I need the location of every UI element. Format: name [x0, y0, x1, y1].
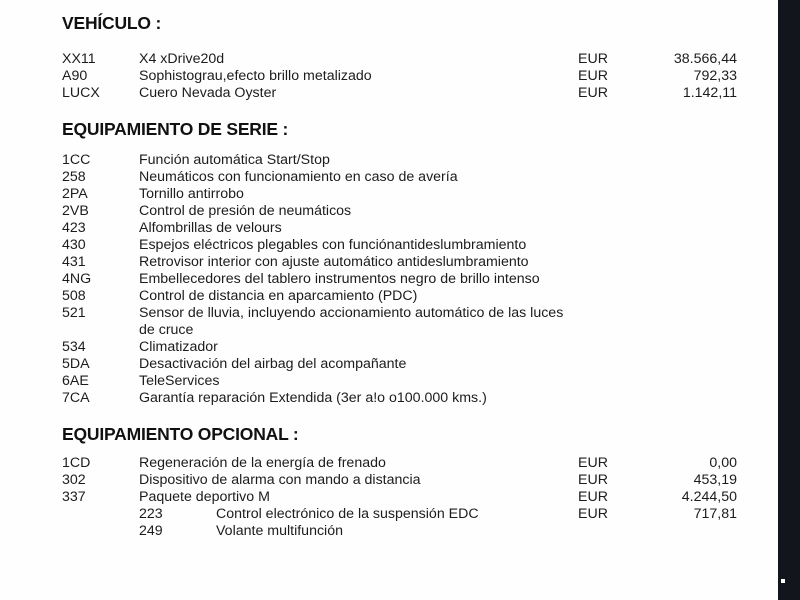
subitem-code: 249 — [139, 523, 163, 539]
standard-equipment-row — [0, 203, 778, 220]
item-code: 521 — [62, 305, 86, 321]
item-code: 1CC — [62, 152, 91, 168]
item-code: A90 — [62, 68, 88, 84]
subitem-code: 223 — [139, 506, 163, 522]
optional-equipment-subrow — [0, 506, 778, 523]
item-code: 258 — [62, 169, 86, 185]
subitem-currency: EUR — [578, 506, 608, 522]
standard-equipment-row — [0, 356, 778, 373]
standard-equipment-row — [0, 220, 778, 237]
standard-equipment-row — [0, 305, 778, 339]
section-title-standard-equipment: EQUIPAMIENTO DE SERIE : — [62, 119, 289, 139]
item-currency: EUR — [578, 455, 608, 471]
standard-equipment-row — [0, 373, 778, 390]
item-description: Desactivación del airbag del acompañante — [139, 356, 407, 372]
side-bar — [778, 0, 800, 600]
item-description: Control de presión de neumáticos — [139, 203, 352, 219]
item-code: 6AE — [62, 373, 89, 389]
item-currency: EUR — [578, 85, 608, 101]
standard-equipment-row — [0, 152, 778, 169]
item-currency: EUR — [578, 489, 608, 505]
optional-equipment-row — [0, 472, 778, 489]
section-title-optional-equipment: EQUIPAMIENTO OPCIONAL : — [62, 424, 299, 444]
item-description: Sophistograu,efecto brillo metalizado — [139, 68, 372, 84]
vehicle-row — [0, 68, 778, 85]
item-code: 7CA — [62, 390, 90, 406]
optional-equipment-row — [0, 489, 778, 506]
item-description: Control de distancia en aparcamiento (PDC) — [139, 288, 418, 304]
item-currency: EUR — [578, 68, 608, 84]
subitem-amount: 717,81 — [693, 506, 737, 522]
standard-equipment-row — [0, 390, 778, 407]
item-amount: 1.142,11 — [682, 85, 737, 101]
item-currency: EUR — [578, 51, 608, 67]
item-code: 2VB — [62, 203, 89, 219]
standard-equipment-row — [0, 271, 778, 288]
item-description: Espejos eléctricos plegables con funciónantideslumbramiento — [139, 237, 527, 253]
optional-equipment-subrow — [0, 523, 778, 540]
item-description: Embellecedores del tablero instrumentos negro de brillo intenso — [139, 271, 540, 287]
standard-equipment-row — [0, 237, 778, 254]
vehicle-row — [0, 51, 778, 68]
item-code: 1CD — [62, 455, 91, 471]
optional-equipment-row — [0, 455, 778, 472]
item-description: X4 xDrive20d — [139, 51, 225, 67]
item-description: Función automática Start/Stop — [139, 152, 330, 168]
standard-equipment-row — [0, 254, 778, 271]
standard-equipment-row — [0, 288, 778, 305]
item-code: 508 — [62, 288, 86, 304]
section-title-vehicle: VEHÍCULO : — [62, 13, 162, 33]
item-code: 423 — [62, 220, 86, 236]
item-code: 430 — [62, 237, 86, 253]
item-code: LUCX — [62, 85, 100, 101]
item-code: 302 — [62, 472, 86, 488]
item-currency: EUR — [578, 472, 608, 488]
item-code: 5DA — [62, 356, 90, 372]
item-description: Neumáticos con funcionamiento en caso de avería — [139, 169, 458, 185]
item-amount: 0,00 — [709, 455, 737, 471]
standard-equipment-row — [0, 339, 778, 356]
item-code: 337 — [62, 489, 86, 505]
item-code: 534 — [62, 339, 86, 355]
item-description: Retrovisor interior con ajuste automático antideslumbramiento — [139, 254, 529, 270]
item-description: Garantía reparación Extendida (3er a!o o100.000 kms.) — [139, 390, 487, 406]
subitem-description: Volante multifunción — [216, 523, 343, 539]
vehicle-row — [0, 85, 778, 102]
item-code: 431 — [62, 254, 86, 270]
item-description: Regeneración de la energía de frenado — [139, 455, 386, 471]
item-description: Paquete deportivo M — [139, 489, 270, 505]
item-description: Sensor de lluvia, incluyendo accionamiento automático de las luces de cruce — [139, 305, 564, 338]
item-description: Climatizador — [139, 339, 218, 355]
standard-equipment-row — [0, 169, 778, 186]
item-code: 4NG — [62, 271, 92, 287]
item-amount: 792,33 — [693, 68, 737, 84]
subitem-description: Control electrónico de la suspensión EDC — [216, 506, 479, 522]
item-description: Alfombrillas de velours — [139, 220, 282, 236]
item-description: Tornillo antirrobo — [139, 186, 244, 202]
item-amount: 453,19 — [693, 472, 737, 488]
side-bar-marker — [781, 579, 785, 583]
item-description: Cuero Nevada Oyster — [139, 85, 277, 101]
item-code: XX11 — [62, 51, 96, 67]
standard-equipment-row — [0, 186, 778, 203]
item-description: Dispositivo de alarma con mando a distancia — [139, 472, 421, 488]
item-description: TeleServices — [139, 373, 220, 389]
item-code: 2PA — [62, 186, 88, 202]
item-amount: 38.566,44 — [673, 51, 737, 67]
item-amount: 4.244,50 — [681, 489, 737, 505]
